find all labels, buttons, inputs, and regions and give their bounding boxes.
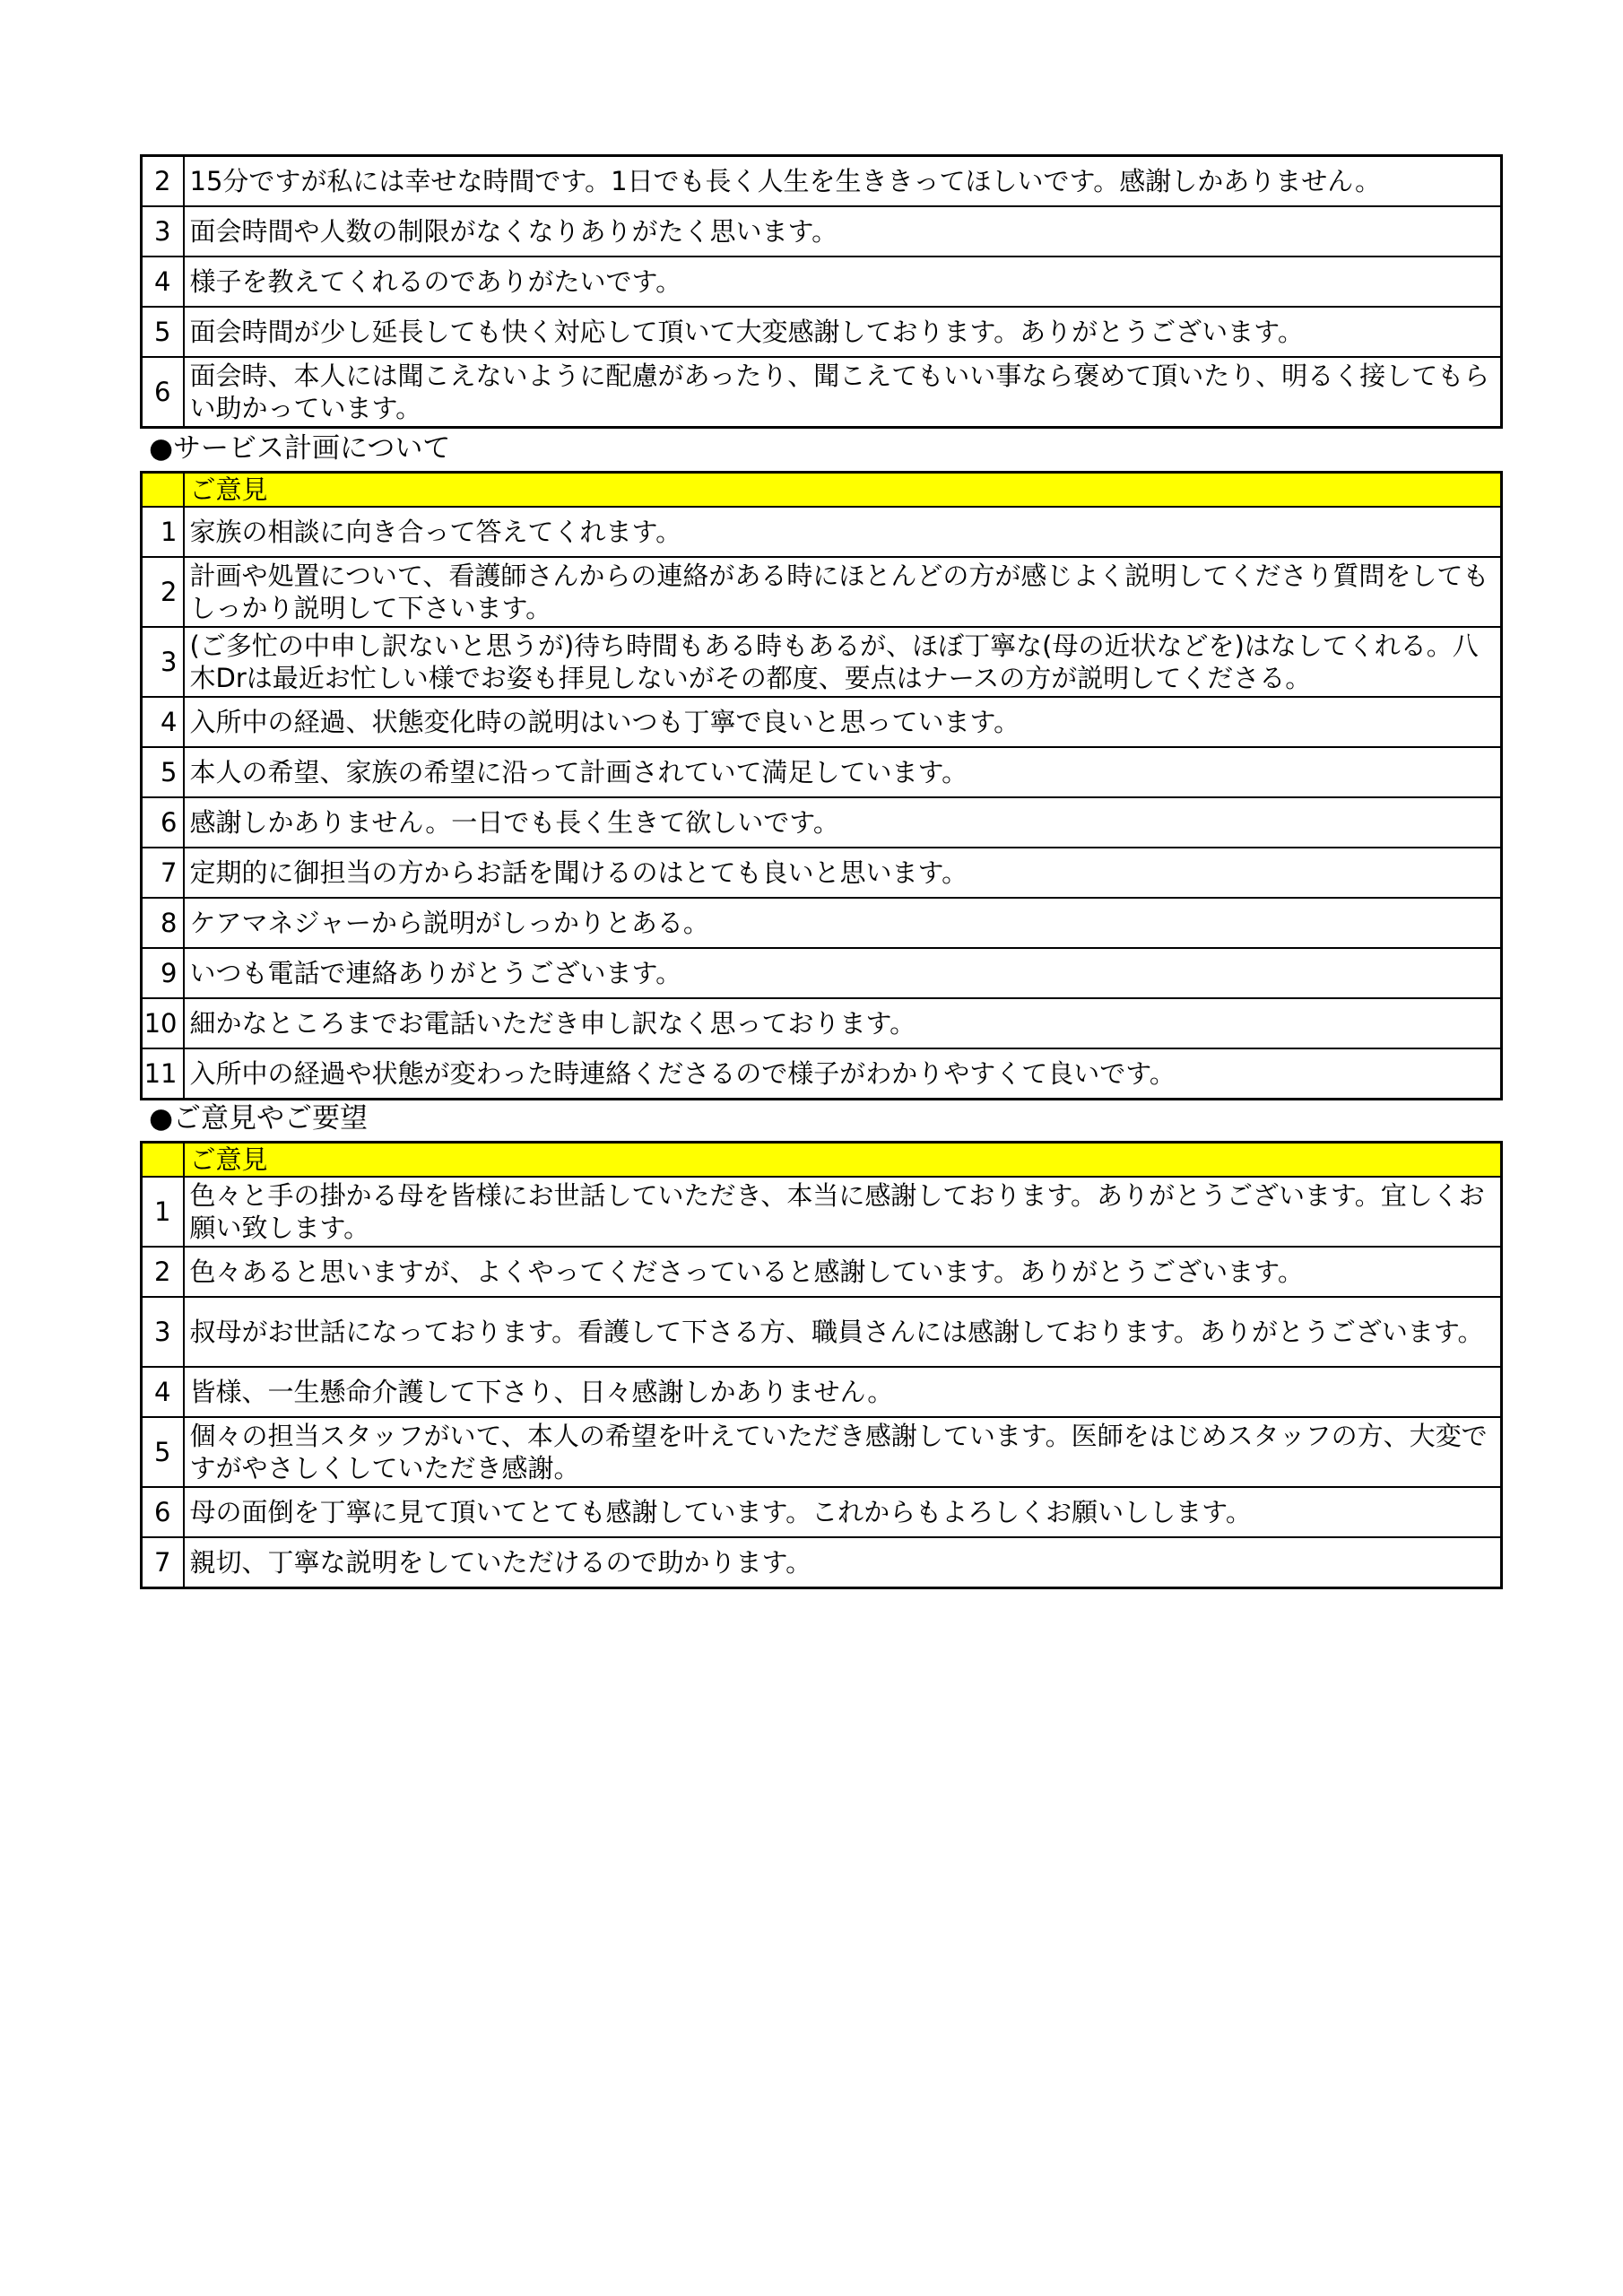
table-row	[142, 206, 1502, 257]
table-row	[142, 1367, 1502, 1417]
row-number: 2	[142, 557, 184, 627]
row-number: 2	[142, 156, 184, 207]
table-row	[142, 747, 1502, 797]
table-row	[142, 627, 1502, 697]
row-number: 5	[142, 747, 184, 797]
table-row	[142, 1297, 1502, 1367]
comment-text: 面会時間や人数の制限がなくなりありがたく思います。	[184, 206, 1502, 257]
comment-text: いつも電話で連絡ありがとうございます。	[184, 948, 1502, 998]
row-number: 5	[142, 307, 184, 357]
comment-text: 細かなところまでお電話いただき申し訳なく思っております。	[184, 998, 1502, 1048]
header-number-cell	[142, 1143, 184, 1178]
header-label: ご意見	[184, 473, 1502, 508]
table-row	[142, 848, 1502, 898]
row-number: 7	[142, 848, 184, 898]
row-number: 4	[142, 1367, 184, 1417]
table-row	[142, 1048, 1502, 1100]
comment-text: 入所中の経過、状態変化時の説明はいつも丁寧で良いと思っています。	[184, 697, 1502, 747]
comment-text: (ご多忙の中申し訳ないと思うが)待ち時間もある時もあるが、ほぼ丁寧な(母の近状などを)はなしてくれる。八木Drは最近お忙しい様でお姿も拝見しないがその都度、要点はナースの方が説明してくださる。	[184, 627, 1502, 697]
comment-text: 入所中の経過や状態が変わった時連絡くださるので様子がわかりやすくて良いです。	[184, 1048, 1502, 1100]
row-number: 6	[142, 797, 184, 848]
row-number: 3	[142, 206, 184, 257]
comment-text: 親切、丁寧な説明をしていただけるので助かります。	[184, 1537, 1502, 1588]
table-row	[142, 156, 1502, 207]
row-number: 1	[142, 1177, 184, 1247]
comment-text: 定期的に御担当の方からお話を聞けるのはとても良いと思います。	[184, 848, 1502, 898]
table-row	[142, 797, 1502, 848]
comment-text: 色々あると思いますが、よくやってくださっていると感謝しています。ありがとうございます。	[184, 1247, 1502, 1297]
row-number: 6	[142, 1487, 184, 1537]
comment-text: 感謝しかありません。一日でも長く生きて欲しいです。	[184, 797, 1502, 848]
row-number: 5	[142, 1417, 184, 1487]
row-number: 8	[142, 898, 184, 948]
table-row	[142, 1247, 1502, 1297]
table-row	[142, 1417, 1502, 1487]
service-plan-table	[140, 471, 1503, 1100]
header-label: ご意見	[184, 1143, 1502, 1178]
comment-text: 母の面倒を丁寧に見て頂いてとても感謝しています。これからもよろしくお願いしします。	[184, 1487, 1502, 1537]
table-row	[142, 1487, 1502, 1537]
opinions-requests-table	[140, 1141, 1503, 1589]
row-number: 2	[142, 1247, 184, 1297]
row-number: 4	[142, 257, 184, 307]
table-row	[142, 557, 1502, 627]
row-number: 11	[142, 1048, 184, 1100]
comment-text: 面会時、本人には聞こえないように配慮があったり、聞こえてもいい事なら褒めて頂いたり、明るく接してもらい助かっています。	[184, 357, 1502, 428]
comment-text: 様子を教えてくれるのでありがたいです。	[184, 257, 1502, 307]
table-row	[142, 257, 1502, 307]
comment-text: ケアマネジャーから説明がしっかりとある。	[184, 898, 1502, 948]
table-row	[142, 898, 1502, 948]
section-heading-service-plan: ●サービス計画について	[149, 432, 451, 465]
comment-text: 色々と手の掛かる母を皆様にお世話していただき、本当に感謝しております。ありがとうございます。宜しくお願い致します。	[184, 1177, 1502, 1247]
comment-text: 個々の担当スタッフがいて、本人の希望を叶えていただき感謝しています。医師をはじめスタッフの方、大変ですがやさしくしていただき感謝。	[184, 1417, 1502, 1487]
visit-comments-table	[140, 154, 1503, 429]
table-header-row	[142, 473, 1502, 508]
row-number: 6	[142, 357, 184, 428]
table-row	[142, 507, 1502, 557]
comment-text: 本人の希望、家族の希望に沿って計画されていて満足しています。	[184, 747, 1502, 797]
table-row	[142, 998, 1502, 1048]
row-number: 4	[142, 697, 184, 747]
comment-text: 皆様、一生懸命介護して下さり、日々感謝しかありません。	[184, 1367, 1502, 1417]
comment-text: 計画や処置について、看護師さんからの連絡がある時にほとんどの方が感じよく説明してくださり質問をしてもしっかり説明して下さいます。	[184, 557, 1502, 627]
table-row	[142, 357, 1502, 428]
row-number: 7	[142, 1537, 184, 1588]
table-row	[142, 1537, 1502, 1588]
row-number: 10	[142, 998, 184, 1048]
comment-text: 家族の相談に向き合って答えてくれます。	[184, 507, 1502, 557]
header-number-cell	[142, 473, 184, 508]
section-heading-opinions-requests: ●ご意見やご要望	[149, 1102, 369, 1135]
table-row	[142, 948, 1502, 998]
comment-text: 叔母がお世話になっております。看護して下さる方、職員さんには感謝しております。ありがとうございます。	[184, 1297, 1502, 1367]
table-row	[142, 307, 1502, 357]
row-number: 3	[142, 627, 184, 697]
table-row	[142, 697, 1502, 747]
table-header-row	[142, 1143, 1502, 1178]
table-row	[142, 1177, 1502, 1247]
row-number: 3	[142, 1297, 184, 1367]
comment-text: 15分ですが私には幸せな時間です。1日でも長く人生を生ききってほしいです。感謝しかありません。	[184, 156, 1502, 207]
comment-text: 面会時間が少し延長しても快く対応して頂いて大変感謝しております。ありがとうございます。	[184, 307, 1502, 357]
row-number: 9	[142, 948, 184, 998]
row-number: 1	[142, 507, 184, 557]
